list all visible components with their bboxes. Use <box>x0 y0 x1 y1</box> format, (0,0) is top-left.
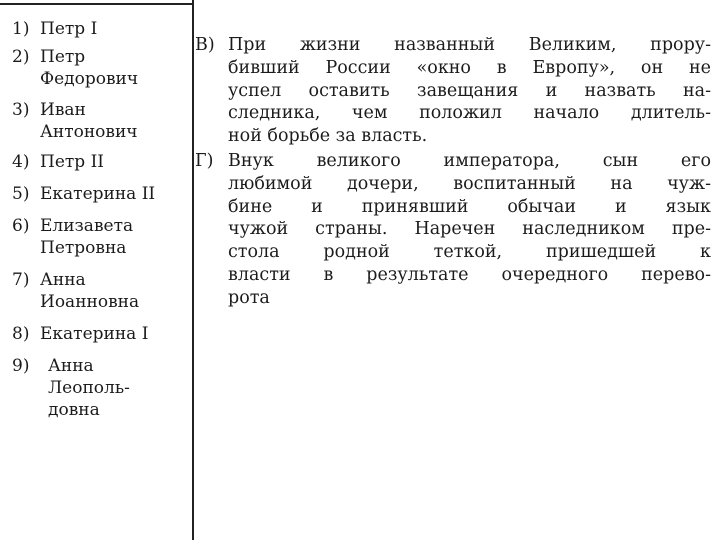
list-item-number: 3) <box>12 100 30 120</box>
description-block <box>195 34 711 148</box>
list-item-name: Петр II <box>40 152 105 172</box>
list-item-name: Петр Федорович <box>40 47 139 89</box>
list-item <box>12 99 188 143</box>
description-line: стола родной теткой, пришедшей к <box>228 242 711 263</box>
list-item <box>12 355 188 421</box>
column-divider <box>192 0 194 540</box>
list-item-name: Иван Антонович <box>40 100 138 142</box>
list-item-number: 2) <box>12 47 30 67</box>
description-line: успел оставить завещания и назвать на- <box>228 80 711 101</box>
rulers-list <box>12 18 188 421</box>
list-item-name: Анна Леополь- довна <box>48 356 130 420</box>
description-line: бине и принявший обычаи и язык <box>228 196 711 217</box>
list-item-name: Анна Иоанновна <box>40 270 140 312</box>
descriptions-column <box>195 34 711 312</box>
list-item <box>12 323 188 345</box>
list-item-number: 9) <box>12 356 30 376</box>
description-line: рота <box>228 287 270 308</box>
list-item <box>12 46 188 90</box>
list-item-number: 8) <box>12 324 30 344</box>
description-line: власти в результате очередного перево- <box>228 264 711 285</box>
description-text <box>228 34 711 148</box>
description-line: следника, чем положил начало длитель- <box>228 103 711 124</box>
list-item <box>12 151 188 173</box>
list-item-name: Екатерина II <box>40 184 156 204</box>
list-item-number: 1) <box>12 19 30 39</box>
list-item <box>12 269 188 313</box>
description-line: ной борьбе за власть. <box>228 126 428 147</box>
description-line: Внук великого императора, сын его <box>228 150 711 171</box>
description-line: При жизни названный Великим, прору- <box>228 35 711 55</box>
list-item-number: 7) <box>12 270 30 290</box>
description-block <box>195 150 711 310</box>
list-item-name: Екатерина I <box>40 324 149 344</box>
description-text <box>228 150 711 310</box>
list-item-name: Петр I <box>40 19 98 39</box>
list-item-number: 6) <box>12 216 30 236</box>
list-item <box>12 183 188 205</box>
list-item-number: 5) <box>12 184 30 204</box>
description-letter: В) <box>195 35 215 55</box>
list-item-number: 4) <box>12 152 30 172</box>
list-item <box>12 215 188 259</box>
description-letter: Г) <box>195 150 214 171</box>
list-item-name: Елизавета Петровна <box>40 216 134 258</box>
top-rule <box>0 3 194 5</box>
description-line: чужой страны. Наречен наследником пре- <box>228 219 711 240</box>
description-line: любимой дочери, воспитанный на чуж- <box>228 173 711 194</box>
list-item <box>12 18 188 40</box>
description-line: бивший России «окно в Европу», он не <box>228 57 711 78</box>
